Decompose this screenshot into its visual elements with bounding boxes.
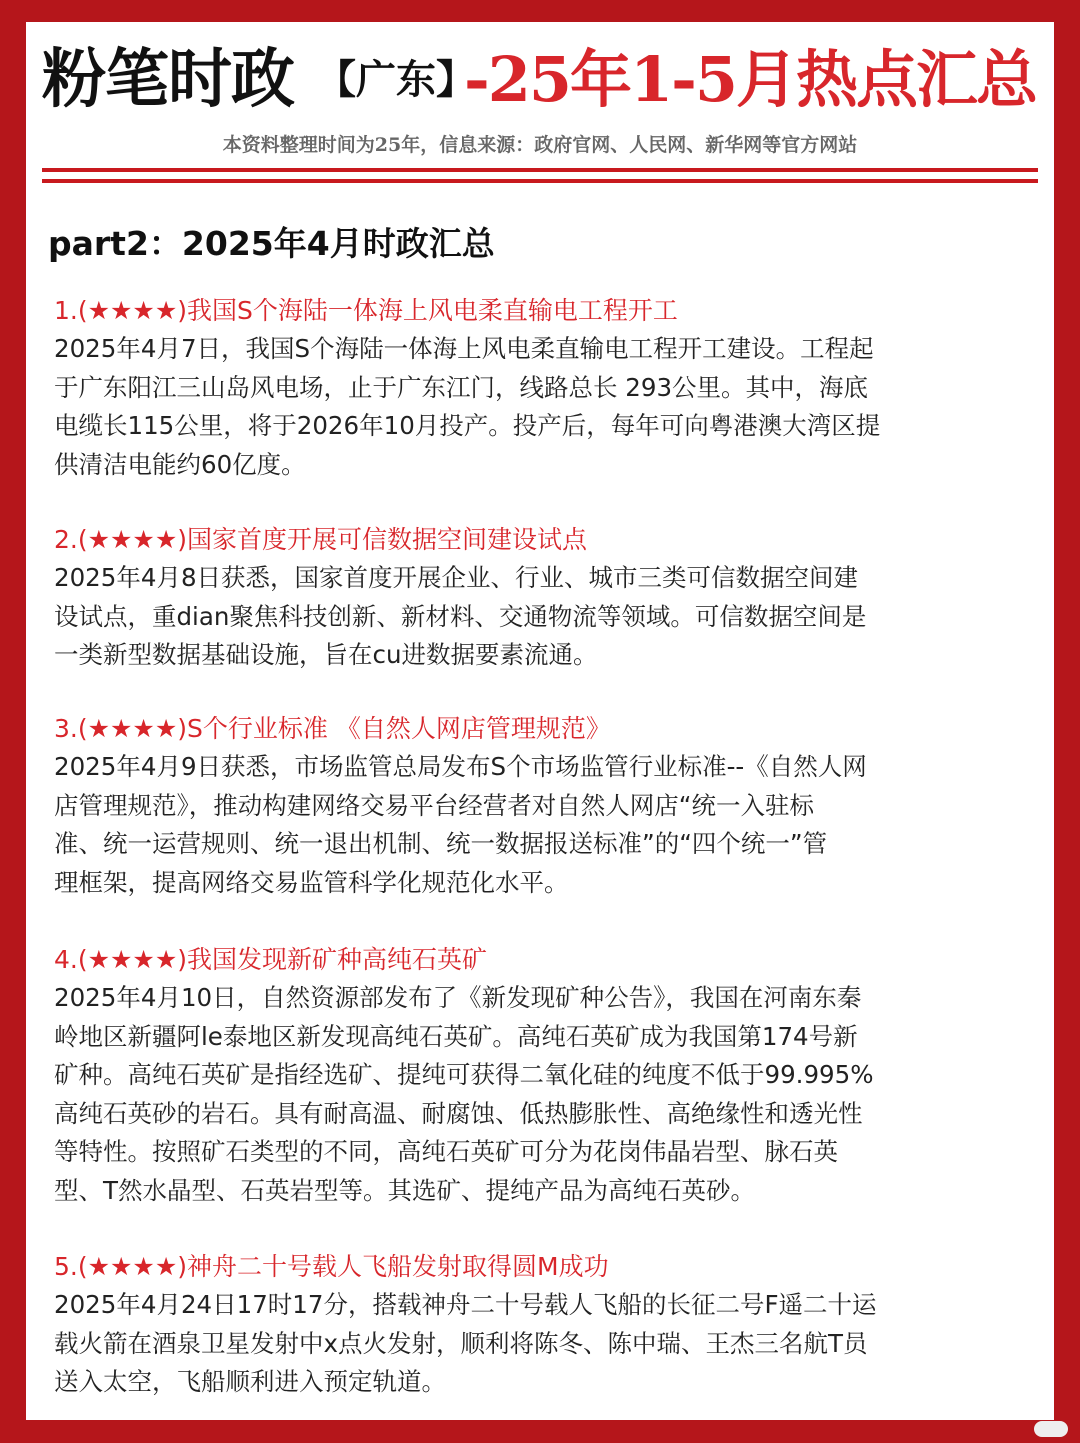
news-item-5 [54, 1248, 1024, 1402]
news-item-body [54, 330, 1024, 484]
body-line: 岭地区新疆阿le泰地区新发现高纯石英矿。高纯石英矿成为我国第174号新 [54, 1021, 858, 1051]
news-item-body [54, 1286, 1024, 1402]
body-line: 电缆长115公里，将于2026年10月投产。投产后，每年可向粤港澳大湾区提 [54, 411, 881, 440]
title-main: 粉笔时政 [42, 42, 294, 117]
body-line: 2025年4月24日17时17分，搭载神舟二十号载人飞船的长征二号F遥二十运 [54, 1290, 877, 1319]
body-line: 高纯石英砂的岩石。具有耐高温、耐腐蚀、低热膨胀性、高绝缘性和透光性 [54, 1098, 863, 1128]
news-item-1 [54, 292, 1024, 484]
news-item-2 [54, 521, 1024, 675]
body-line: 2025年4月9日获悉，市场监管总局发布S个市场监管行业标准--《自然人网 [54, 752, 867, 781]
part-title: part2：2025年4月时政汇总 [48, 224, 495, 263]
news-item-title: 4.(★★★★)我国发现新矿种高纯石英矿 [54, 945, 488, 974]
header [26, 40, 1054, 120]
divider-top [42, 168, 1038, 172]
title-region: 【广东】 [316, 56, 476, 103]
body-line: 送入太空，飞船顺利进入预定轨道。 [54, 1367, 446, 1396]
subtitle: 本资料整理时间为25年，信息来源：政府官网、人民网、新华网等官方网站 [222, 134, 858, 156]
news-item-body [54, 979, 1024, 1210]
body-line: 矿种。高纯石英矿是指经选矿、提纯可获得二氧化硅的纯度不低于99.995% [54, 1060, 874, 1089]
watermark-badge [1034, 1421, 1068, 1437]
news-item-title: 5.(★★★★)神舟二十号载人飞船发射取得圆M成功 [54, 1252, 609, 1281]
news-item-3 [54, 710, 1024, 902]
news-item-body [54, 748, 1024, 902]
body-line: 2025年4月7日，我国S个海陆一体海上风电柔直输电工程开工建设。工程起 [54, 334, 874, 363]
body-line: 2025年4月8日获悉，国家首度开展企业、行业、城市三类可信数据空间建 [54, 563, 859, 592]
body-line: 2025年4月10日，自然资源部发布了《新发现矿种公告》，我国在河南东秦 [54, 983, 862, 1012]
body-line: 供清洁电能约60亿度。 [54, 449, 306, 479]
news-item-title: 3.(★★★★)S个行业标准 《自然人网店管理规范》 [54, 714, 611, 743]
body-line: 型、T然水晶型、石英岩型等。其选矿、提纯产品为高纯石英砂。 [54, 1175, 755, 1205]
news-item-title: 2.(★★★★)国家首度开展可信数据空间建设试点 [54, 525, 588, 554]
body-line: 于广东阳江三山岛风电场，止于广东江门，线路总长 293公里。其中，海底 [54, 372, 869, 402]
body-line: 准、统一运营规则、统一退出机制、统一数据报送标准”的“四个统一”管 [54, 829, 828, 858]
divider-bottom [42, 179, 1038, 183]
news-item-body [54, 559, 1024, 675]
title-highlight: -25年1-5月热点汇总 [464, 43, 1037, 116]
body-line: 等特性。按照矿石类型的不同，高纯石英矿可分为花岗伟晶岩型、脉石英 [54, 1137, 838, 1166]
body-line: 设试点，重dian聚焦科技创新、新材料、交通物流等领域。可信数据空间是 [54, 601, 867, 631]
news-item-4 [54, 941, 1024, 1210]
body-line: 一类新型数据基础设施，旨在cu进数据要素流通。 [54, 640, 598, 669]
news-item-title: 1.(★★★★)我国S个海陆一体海上风电柔直输电工程开工 [54, 296, 678, 325]
body-line: 店管理规范》，推动构建网络交易平台经营者对自然人网店“统一入驻标 [54, 790, 814, 820]
document-card [26, 22, 1054, 1420]
body-line: 理框架，提高网络交易监管科学化规范化水平。 [54, 867, 569, 897]
body-line: 载火箭在酒泉卫星发射中x点火发射，顺利将陈冬、陈中瑞、王杰三名航T员 [54, 1328, 868, 1358]
